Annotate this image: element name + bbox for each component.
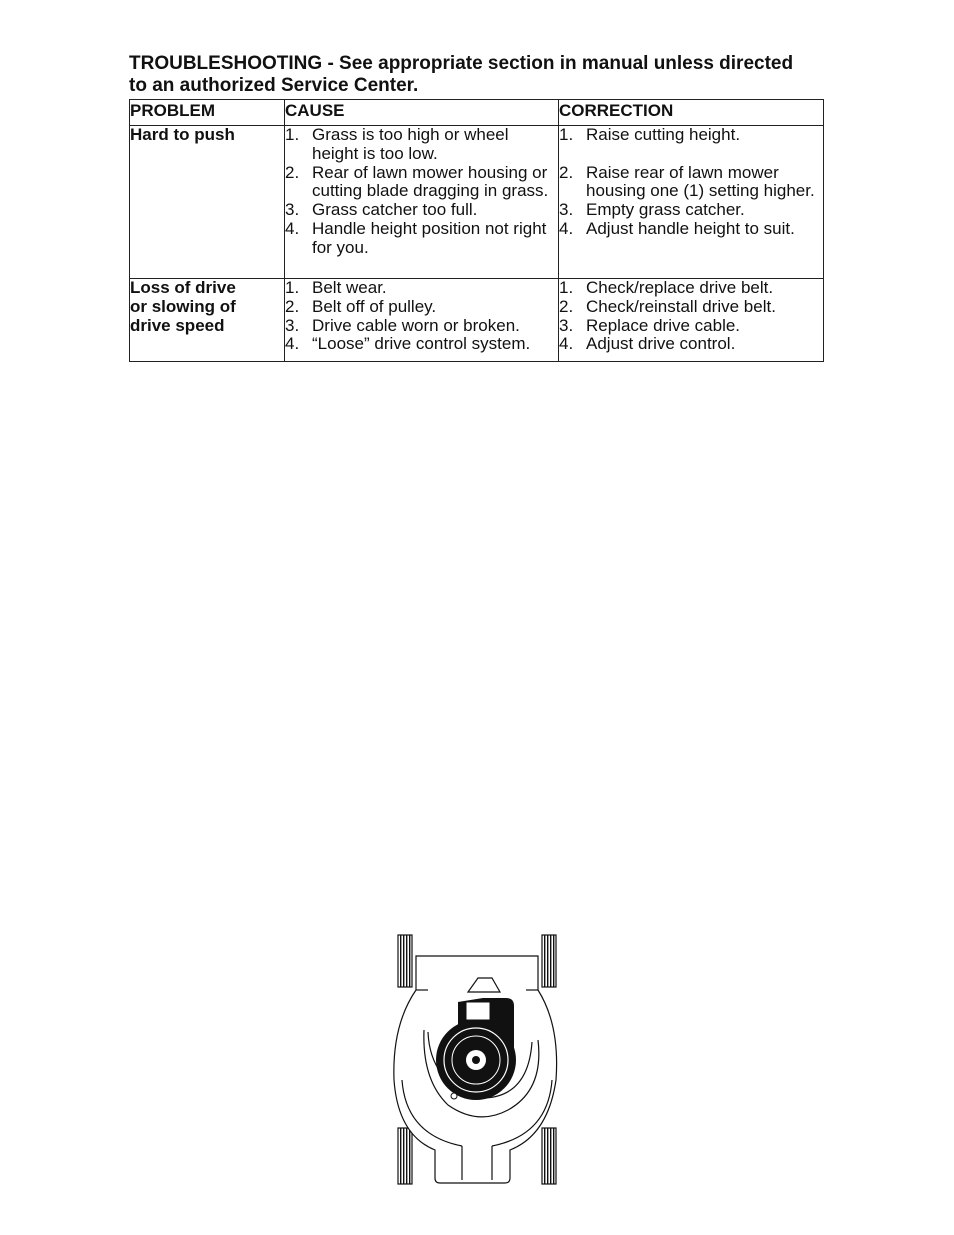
list-item: 1. Check/replace drive belt. [559, 278, 774, 297]
list-item: 4. Adjust drive control. [559, 334, 736, 354]
problem-text: Loss of drive [130, 278, 236, 297]
list-item: 1. Grass is too high or wheel height is too low. [285, 125, 509, 163]
correction-cell [559, 126, 824, 279]
list-item: 1. Belt wear. [285, 278, 387, 297]
header-problem: PROBLEM [130, 100, 285, 126]
table-row [130, 126, 824, 279]
cause-cell [285, 126, 559, 279]
problem-text: drive speed [130, 315, 225, 335]
problem-cell [130, 279, 285, 362]
correction-cell [559, 279, 824, 362]
table-header-row [130, 100, 824, 126]
list-item: 2. Raise rear of lawn mower housing one (1) setting higher. [559, 162, 815, 201]
troubleshooting-table [129, 99, 824, 362]
title-line-2: to an authorized Service Center. [129, 75, 419, 96]
page-title [129, 53, 829, 97]
list-item: 3. Drive cable worn or broken. [285, 315, 520, 335]
problem-text: or slowing of [130, 296, 236, 316]
table-row [130, 279, 824, 362]
list-item: 4. “Loose” drive control system. [285, 334, 531, 354]
list-item: 3. Replace drive cable. [559, 315, 741, 335]
lawn-mower-illustration [388, 930, 568, 1190]
header-cause: CAUSE [285, 100, 559, 126]
list-item: 3. Grass catcher too full. [285, 200, 478, 220]
list-item: 2. Belt off of pulley. [285, 296, 437, 316]
list-item: 4. Adjust handle height to suit. [559, 218, 795, 238]
list-item: 4. Handle height position not right for you. [285, 218, 547, 257]
list-item: 2. Rear of lawn mower housing or cutting blade dragging in grass. [285, 162, 549, 201]
list-item: 1. Raise cutting height. [559, 125, 741, 144]
list-item: 2. Check/reinstall drive belt. [559, 296, 776, 316]
problem-cell [130, 126, 285, 279]
list-item: 3. Empty grass catcher. [559, 200, 745, 220]
header-correction: CORRECTION [559, 100, 824, 126]
problem-text: Hard to push [130, 125, 235, 144]
cause-cell [285, 279, 559, 362]
title-line-1: TROUBLESHOOTING - See appropriate section in manual unless directed [129, 53, 794, 74]
